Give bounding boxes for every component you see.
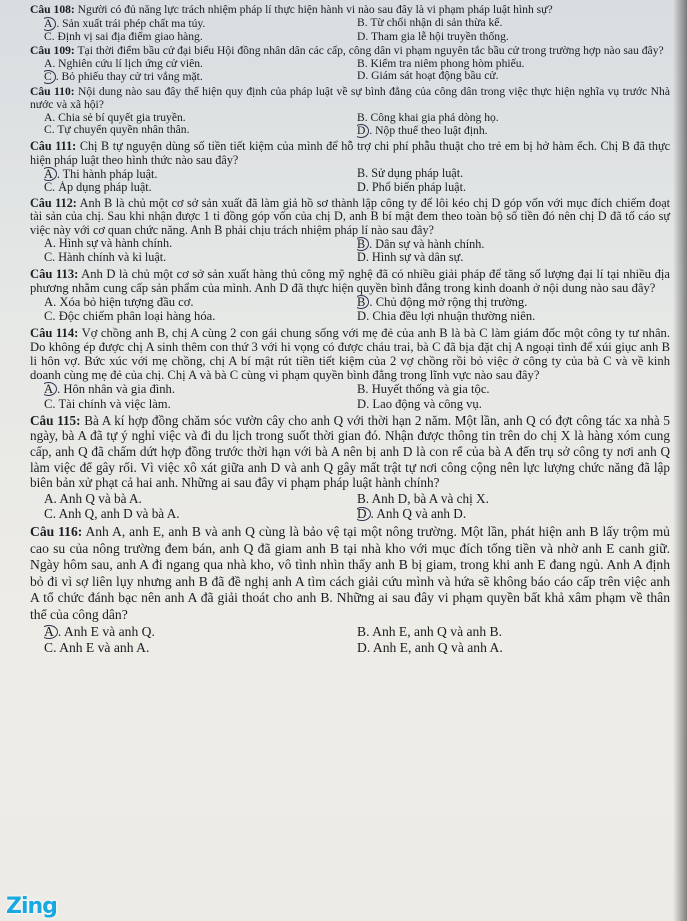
answer-option: B. Anh D, bà A và chị X. bbox=[357, 490, 489, 506]
answer-option: A. Anh Q và bà A. bbox=[44, 490, 142, 506]
option-letter: C bbox=[44, 181, 53, 195]
answer-option-circled: C . Bỏ phiếu thay cử tri vắng mặt. bbox=[44, 70, 357, 84]
answer-option: C. Anh E và anh A. bbox=[44, 640, 150, 656]
question-number: Câu 112: bbox=[30, 195, 77, 210]
option-letter: C bbox=[44, 124, 52, 137]
answer-option-circled: D . Anh Q và anh D. bbox=[357, 506, 670, 522]
option-letter: B bbox=[357, 111, 365, 124]
option-letter: C bbox=[44, 506, 53, 522]
answer-option: A. Nghiên cứu lí lịch ứng cử viên. bbox=[44, 57, 203, 70]
option-letter: D bbox=[357, 181, 366, 195]
option-letter: C bbox=[44, 251, 53, 265]
answer-option-circled: A . Anh E và anh Q. bbox=[44, 624, 357, 641]
answer-option: B. Kiểm tra niêm phong hòm phiếu. bbox=[357, 57, 525, 70]
answer-options bbox=[44, 237, 670, 265]
option-letter: A bbox=[44, 237, 53, 250]
answer-option: A. Hình sự và hành chính. bbox=[44, 237, 173, 250]
answer-option: C. Áp dụng pháp luật. bbox=[44, 181, 152, 195]
answer-option: B. Huyết thống và gia tộc. bbox=[357, 382, 490, 397]
option-letter: D bbox=[357, 309, 367, 324]
option-letter: B bbox=[357, 166, 366, 180]
answer-option: B. Từ chối nhận di sản thừa kế. bbox=[357, 16, 503, 29]
question-stem: Câu 115: Bà A kí hợp đồng chăm sóc vườn cây cho anh Q với thời hạn 2 năm. Một lần, anh Q có đợt công tác xa nhà 5 ngày, bà A đã tự ý nghỉ việc và đi du lịch trong suốt thời gian đó. Nhận được thông tin trên do chị X là hàng xóm cung cấp, anh Q đã chấm dứt hợp đồng trước thời hạn với bà A nên bị anh D là con rể của bà A đến trụ sở công ty nơi anh Q làm việc để gây rối. Vì việc xô xát giữa anh D và anh Q gây mất trật tự nơi công cộng nên lực lượng chức năng đã lập biên bản xử phạt cả hai anh. Những ai sau đây vi phạm pháp luật hành chính? bbox=[30, 412, 670, 491]
answer-options bbox=[44, 17, 670, 44]
answer-option: B. Sử dụng pháp luật. bbox=[357, 166, 464, 180]
answer-options bbox=[44, 624, 670, 657]
question-stem: Câu 116: Anh A, anh E, anh B và anh Q cùng là bảo vệ tại một nông trường. Một lần, phát hiện anh B lấy trộm mủ cao su của nông trường đem bán, anh Q đã giam anh B tại nhà kho với mục đích tống tiền và nhờ anh E canh giữ. Ngày hôm sau, anh A đi ngang qua nhà kho, vô tình nhìn thấy anh B bị giam, trong khi anh E đang ngủ. Anh A định bỏ đi vì sợ liên lụy nhưng anh B đã đề nghị anh A tìm cách giải cứu mình và hứa sẽ không báo cáo cấp trên việc anh A tổ chức đánh bạc nên anh A đã giải thoát cho anh B. Những ai sau đây vi phạm quyền bất khả xâm phạm về thân thể của công dân? bbox=[30, 524, 670, 622]
question-stem: Câu 114: Vợ chồng anh B, chị A cùng 2 con gái chung sống với mẹ đẻ của anh B là bà C làm giám đốc một công ty tư nhân. Do không ép được chị A sinh thêm con thứ 3 với hi vọng có được cháu trai, bà C đã bịa đặt chị A ngoại tình để xúi giục anh B li hôn vợ. Bức xúc với mẹ chồng, chị A bí mật rút tiền tiết kiệm của 2 vợ chồng rồi bỏ việc ở công ty của bà C và về kinh doanh cùng mẹ đẻ của chị. Chị A và bà C cùng vi phạm quyền bình đẳng trong lĩnh vực nào sau đây? bbox=[30, 325, 670, 383]
exam-page bbox=[30, 4, 670, 659]
answer-option: A. Xóa bỏ hiện tượng đầu cơ. bbox=[44, 295, 194, 310]
answer-options bbox=[44, 295, 670, 323]
answer-options bbox=[44, 491, 670, 522]
answer-options bbox=[44, 58, 670, 85]
option-letter: B bbox=[357, 16, 365, 29]
option-letter: B bbox=[357, 57, 365, 70]
question-block bbox=[30, 524, 670, 657]
answer-option: D. Hình sự và dân sự. bbox=[357, 251, 464, 265]
answer-option: D. Tham gia lễ hội truyền thống. bbox=[357, 30, 509, 43]
question-block bbox=[30, 413, 670, 522]
question-block bbox=[30, 4, 670, 43]
zing-watermark: Zing bbox=[6, 894, 57, 919]
question-block bbox=[30, 86, 670, 138]
option-letter: D bbox=[357, 251, 366, 265]
question-stem: Câu 111: Chị B tự nguyện dùng số tiền tiết kiệm của mình để hỗ trợ chi phí phẫu thuật cho trẻ em bị hở hàm ếch. Chị B đã thực hiện pháp luật theo hình thức nào sau đây? bbox=[30, 139, 671, 167]
answer-option: C. Định vị sai địa điểm giao hàng. bbox=[44, 30, 203, 43]
answer-option-circled: B . Chủ động mở rộng thị trường. bbox=[357, 295, 670, 309]
option-letter: D bbox=[357, 507, 371, 521]
question-block bbox=[30, 140, 670, 195]
question-number: Câu 113: bbox=[30, 266, 79, 281]
question-number: Câu 111: bbox=[30, 139, 77, 154]
question-number: Câu 109: bbox=[30, 44, 75, 58]
option-letter: C bbox=[44, 30, 52, 43]
option-letter: D bbox=[357, 124, 369, 138]
question-number: Câu 115: bbox=[30, 412, 81, 428]
answer-options bbox=[44, 382, 670, 410]
question-block bbox=[30, 326, 670, 411]
answer-option: A. Chia sẻ bí quyết gia truyền. bbox=[44, 111, 186, 124]
answer-option-circled: D . Nộp thuế theo luật định. bbox=[357, 124, 670, 138]
answer-option: C. Tài chính và việc làm. bbox=[44, 396, 171, 411]
answer-option: B. Anh E, anh Q và anh B. bbox=[357, 623, 502, 639]
option-letter: B bbox=[357, 382, 366, 397]
option-letter: D bbox=[357, 640, 367, 656]
answer-option: B. Công khai gia phả dòng họ. bbox=[357, 111, 499, 124]
question-stem: Câu 112: Anh B là chủ một cơ sở sản xuất đã làm giả hồ sơ thành lập công ty để lôi kéo chị D góp vốn với mục đích chiếm đoạt tài sản của chị. Sau khi nhận được 1 tỉ đồng góp vốn của chị D, anh B bí mật đem theo toàn bộ số tiền đó nên chị D đã tố cáo sự việc này với cơ quan chức năng. Anh B phải chịu trách nhiệm pháp lí nào sau đây? bbox=[30, 195, 670, 237]
question-block bbox=[30, 45, 670, 84]
answer-option: C. Độc chiếm phân loại hàng hóa. bbox=[44, 309, 216, 324]
option-letter: B bbox=[357, 295, 369, 309]
option-letter: A bbox=[44, 295, 54, 310]
question-stem: Câu 110: Nội dung nào sau đây thể hiện quy định của pháp luật về sự bình đẳng của công dân trong việc thực hiện nghĩa vụ trước Nhà nước và xã hội? bbox=[30, 85, 670, 111]
page-edge-shadow bbox=[673, 0, 687, 921]
question-number: Câu 116: bbox=[30, 524, 83, 539]
answer-option: D. Lao động và công vụ. bbox=[357, 396, 482, 411]
answer-option: D. Chia đều lợi nhuận thường niên. bbox=[357, 309, 536, 324]
question-number: Câu 108: bbox=[30, 3, 75, 16]
answer-option-circled: A . Hôn nhân và gia đình. bbox=[44, 382, 357, 396]
answer-option-circled: B . Dân sự và hành chính. bbox=[357, 237, 670, 251]
option-letter: C bbox=[44, 396, 53, 411]
question-stem: Câu 109: Tại thời điểm bầu cử đại biểu Hội đồng nhân dân các cấp, công dân vi phạm nguyên tắc bầu cử trong trường hợp nào sau đây? bbox=[30, 44, 664, 58]
option-letter: B bbox=[357, 490, 366, 506]
question-stem: Câu 108: Người có đủ năng lực trách nhiệm pháp lí thực hiện hành vi nào sau đây là vi phạm pháp luật hình sự? bbox=[30, 3, 553, 16]
option-letter: A bbox=[44, 111, 53, 124]
question-block bbox=[30, 267, 670, 324]
option-letter: C bbox=[44, 70, 56, 84]
answer-options bbox=[44, 112, 670, 139]
option-letter: A bbox=[44, 167, 57, 181]
question-stem: Câu 113: Anh D là chủ một cơ sở sản xuất hàng thủ công mỹ nghệ đã có nhiều giải pháp để tăng số lượng đại lí tại nhiều địa phương nhằm cung cấp sản phẩm của mình. Anh D đã thực hiện quyền bình đẳng trong kinh doanh ở nội dung nào sau đây? bbox=[30, 266, 670, 296]
question-block bbox=[30, 197, 670, 265]
question-number: Câu 114: bbox=[30, 325, 79, 340]
answer-option-circled: A . Sản xuất trái phép chất ma túy. bbox=[44, 17, 357, 31]
option-letter: D bbox=[357, 70, 366, 83]
option-letter: B bbox=[357, 623, 367, 639]
answer-option: D. Anh E, anh Q và anh A. bbox=[357, 640, 503, 656]
option-letter: A bbox=[44, 625, 58, 639]
option-letter: A bbox=[44, 57, 53, 70]
answer-option: D. Phổ biến pháp luật. bbox=[357, 181, 467, 195]
option-letter: B bbox=[357, 237, 369, 251]
answer-options bbox=[44, 167, 670, 195]
answer-option: C. Hành chính và kỉ luật. bbox=[44, 251, 167, 265]
option-letter: C bbox=[44, 640, 54, 656]
answer-option: D. Giám sát hoạt động bầu cử. bbox=[357, 70, 499, 83]
answer-option: C. Tự chuyển quyền nhân thân. bbox=[44, 124, 190, 137]
option-letter: A bbox=[44, 490, 54, 506]
option-letter: D bbox=[357, 396, 367, 411]
option-letter: C bbox=[44, 309, 53, 324]
answer-option: C. Anh Q, anh D và bà A. bbox=[44, 506, 180, 522]
answer-option-circled: A . Thi hành pháp luật. bbox=[44, 167, 357, 181]
option-letter: D bbox=[357, 30, 366, 43]
question-number: Câu 110: bbox=[30, 85, 75, 99]
option-letter: A bbox=[44, 17, 56, 31]
option-letter: A bbox=[44, 382, 57, 396]
